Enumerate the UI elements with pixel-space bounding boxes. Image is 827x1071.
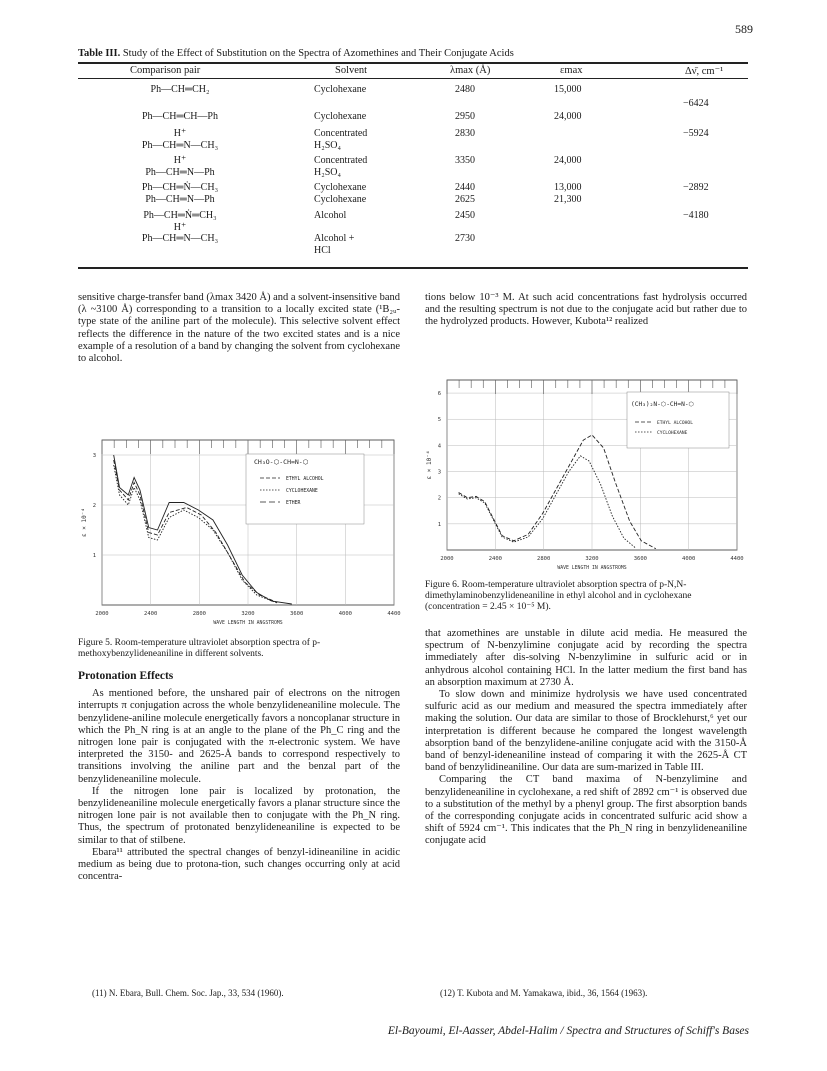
table-cell: Ph—CH═CH—Ph [142, 111, 218, 122]
table-cell: H⁺ Ph—CH═N—CH₃ [141, 128, 219, 151]
table-cell: Concentrated H₂SO₄ [314, 128, 368, 151]
table-cell: 2830 [455, 128, 475, 139]
right-para-4: Comparing the CT band maxima of N-benzylimine and benzylideneaniline in cyclohexane, a red shift of 2892 cm⁻¹ is observed due to a substitution of the methyl by a phenyl group. The first absorption bands of the corresponding conjugate acids in concentrated sulfuric acid show a shift of 5924 cm⁻¹. This indicates that the Ph_N ring in benzylideneaniline conjugate acid [425, 774, 747, 847]
table-top-rule [78, 62, 748, 64]
x-tick-label: 4400 [730, 556, 744, 562]
figure-5-plot [78, 432, 403, 632]
page-footer: El-Bayoumi, El-Aasser, Abdel-Halim / Spectra and Structures of Schiff's Bases [387, 1025, 749, 1037]
footnote-11: (11) N. Ebara, Bull. Chem. Soc. Jap., 33, 534 (1960). [92, 988, 284, 998]
y-tick-label: 1 [437, 521, 441, 528]
right-para-2: that azomethines are unstable in dilute acid media. He measured the spectrum of N-benzylimine conjugate acid by recording the spectra immediately after dis-solving N-benzylimine in sulfuric acid or in anhydrous alcohol containing HCl. In the latter medium the first band has an absorption maximum at 2730 Å. [425, 628, 747, 688]
table-label: Table III. [78, 48, 121, 59]
table-cell: −6424 [683, 98, 709, 109]
figure-5-caption: Figure 5. Room-temperature ultraviolet absorption spectra of p-methoxybenzylideneaniline in different solvents. [78, 638, 321, 659]
y-tick-label: 5 [437, 417, 441, 424]
table-cell: 24,000 [554, 155, 582, 166]
left-column [78, 292, 400, 365]
table-cell: Ph—CH═Ṅ—CH₃ Ph—CH═N—Ph [141, 182, 219, 205]
table-cell: Cyclohexane [314, 111, 367, 122]
x-tick-label: 4000 [682, 556, 696, 562]
legend-entry: CYCLOHEXANE [657, 431, 688, 436]
x-tick-label: 4400 [387, 611, 401, 617]
spectrum-curve [459, 456, 636, 548]
left-para-2: As mentioned before, the unshared pair of electrons on the nitrogen interrupts π conjugation across the whole benzylideneaniline molecule. The benzylidene-aniline molecule energetically favors a noncoplanar structure in which the Ph_N ring is at an angle to the plane of the Ph_C ring and the nitrogen lone pair is conjugated with the π-electronic system. We have interpreted the 3150- and 2625-Å bands to correspond respectively to transitions involving the aniline part and the benzal part of the benzylideneaniline molecule. [78, 688, 400, 785]
table-cell: Cyclohexane [314, 84, 367, 95]
table-cell: 15,000 [554, 84, 582, 95]
x-axis-label: WAVE LENGTH IN ANGSTROMS [557, 566, 627, 571]
table-title: Study of the Effect of Substitution on the Spectra of Azomethines and Their Conjugate Acids [122, 48, 514, 59]
table-cell: Cyclohexane Cyclohexane [314, 182, 367, 205]
table-cell: H⁺ Ph—CH═N—Ph [145, 155, 215, 178]
x-tick-label: 3600 [633, 556, 647, 562]
table-cell: 13,000 21,300 [554, 182, 582, 205]
left-para-1: sensitive charge-transfer band (λmax 3420 Å) and a solvent-insensitive band (λ ~3100 Å) corresponding to a transition to a locally excited state (¹B₂ᵤ-type state of the aniline part of the molecule). This selective solvent effect reflects the difference in the nature of the two excited states and is a nice example of a resolution of a band by changing the solvent from cyclohexane to alcohol. [78, 292, 400, 365]
y-tick-label: 2 [92, 503, 96, 509]
th-solvent: Solvent [335, 65, 368, 76]
left-column-lower [78, 670, 400, 883]
table-header-rule [78, 78, 748, 79]
figure-6 [425, 372, 750, 582]
y-axis-label: ε × 10⁻⁴ [81, 508, 88, 537]
right-column-lower [425, 628, 747, 848]
legend-entry: CYCLOHEXANE [286, 489, 318, 494]
th-dnu: Δν̄, cm⁻¹ [685, 66, 724, 77]
figure-5 [78, 432, 403, 637]
table-cell: 24,000 [554, 111, 582, 122]
figure-6-chart [426, 380, 744, 571]
table-cell: −4180 [683, 210, 709, 221]
table-cell: 2440 2625 [455, 182, 475, 205]
y-tick-label: 4 [437, 443, 441, 450]
table-bottom-rule [78, 267, 748, 269]
x-tick-label: 2800 [537, 556, 551, 562]
x-tick-label: 2400 [144, 611, 158, 617]
x-tick-label: 4000 [338, 611, 352, 617]
y-axis-label: ε × 10⁻⁴ [426, 450, 433, 480]
legend-entry: ETHER [286, 501, 301, 506]
right-para-3: To slow down and minimize hydrolysis we have used concentrated sulfuric acid as our medium and measured the spectra immediately after making the solution. Our data are similar to those of Brocklehurst,⁶ yet our interpretation is different because he compared the longest wavelength absorption band of the benzylidene-aniline conjugate acid with the 3150-Å band of benzyl-ideneaniline instead of comparing it with the 2625-Å CT band of benzylidineaniline. Our data are sum-marized in Table III. [425, 689, 747, 774]
figure-6-caption: Figure 6. Room-temperature ultraviolet absorption spectra of p-N,N-dimethylaminobenzylideneaniline in ethyl alcohol and in cyclohexane (concentration = 2.45 × 10⁻⁵ M). [425, 580, 692, 612]
figure-5-chart [81, 440, 401, 626]
table-cell: Ph—CH═CH₂ [150, 84, 210, 95]
table-cell: 2450 2730 [455, 210, 475, 244]
table-cell: Concentrated H₂SO₄ [314, 155, 368, 178]
footnote-12: (12) T. Kubota and M. Yamakawa, ibid., 36, 1564 (1963). [440, 988, 648, 998]
y-tick-label: 3 [92, 453, 96, 459]
structure-label: CH₃O-⬡-CH=N-⬡ [254, 458, 309, 466]
structure-label: (CH₃)₂N-⬡-CH=N-⬡ [631, 401, 694, 408]
th-pair: Comparison pair [130, 65, 201, 76]
x-tick-label: 2000 [95, 611, 109, 617]
table-cell: −5924 [683, 128, 709, 139]
y-tick-label: 3 [437, 469, 441, 476]
spectrum-curve [459, 435, 656, 549]
table-caption [78, 48, 514, 59]
x-tick-label: 3200 [585, 556, 599, 562]
table-cell: 2950 [455, 111, 475, 122]
table-cell: −2892 [683, 182, 709, 193]
x-tick-label: 2000 [440, 556, 454, 562]
table-cell: Alcohol Alcohol + HCl [314, 210, 355, 256]
table-cell: Ph—CH═Ṅ═CH₃ H⁺ Ph—CH═N—CH₃ [141, 210, 219, 244]
right-column [425, 292, 747, 329]
legend-entry: ETHYL ALCOHOL [657, 421, 693, 426]
left-para-4: Ebara¹¹ attributed the spectral changes of benzyl-idineaniline in acidic medium as being due to protona-tion, such changes occurring only at acid concentra- [78, 846, 400, 883]
th-lmax: λmax (Å) [450, 65, 491, 76]
legend-entry: ETHYL ALCOHOL [286, 477, 324, 482]
section-heading: Protonation Effects [78, 670, 174, 682]
left-para-3: If the nitrogen lone pair is localized by protonation, the benzylideneaniline molecule energetically favors a planar structure since the nitrogen lone pair is not available then to conjugate with the Ph_N ring. Thus, the spectrum of protonated benzylideneaniline is expected to be similar to that of stilbene. [78, 785, 400, 846]
right-para-1: tions below 10⁻³ M. At such acid concentrations fast hydrolysis occurred and the resulting spectrum is not due to the conjugate acid but rather due to the hydrolyzed products. However, Kubota¹² realized [425, 292, 747, 328]
y-tick-label: 6 [437, 391, 441, 398]
x-axis-label: WAVE LENGTH IN ANGSTROMS [213, 621, 283, 626]
figure-6-plot [425, 372, 750, 577]
x-tick-label: 3600 [290, 611, 304, 617]
x-tick-label: 3200 [241, 611, 255, 617]
y-tick-label: 1 [92, 553, 96, 559]
y-tick-label: 2 [437, 495, 441, 502]
th-emax: εmax [560, 65, 583, 76]
table-cell: 2480 [455, 84, 475, 95]
table-cell: 3350 [455, 155, 475, 166]
x-tick-label: 2800 [192, 611, 206, 617]
page-number: 589 [735, 22, 753, 36]
x-tick-label: 2400 [488, 556, 502, 562]
